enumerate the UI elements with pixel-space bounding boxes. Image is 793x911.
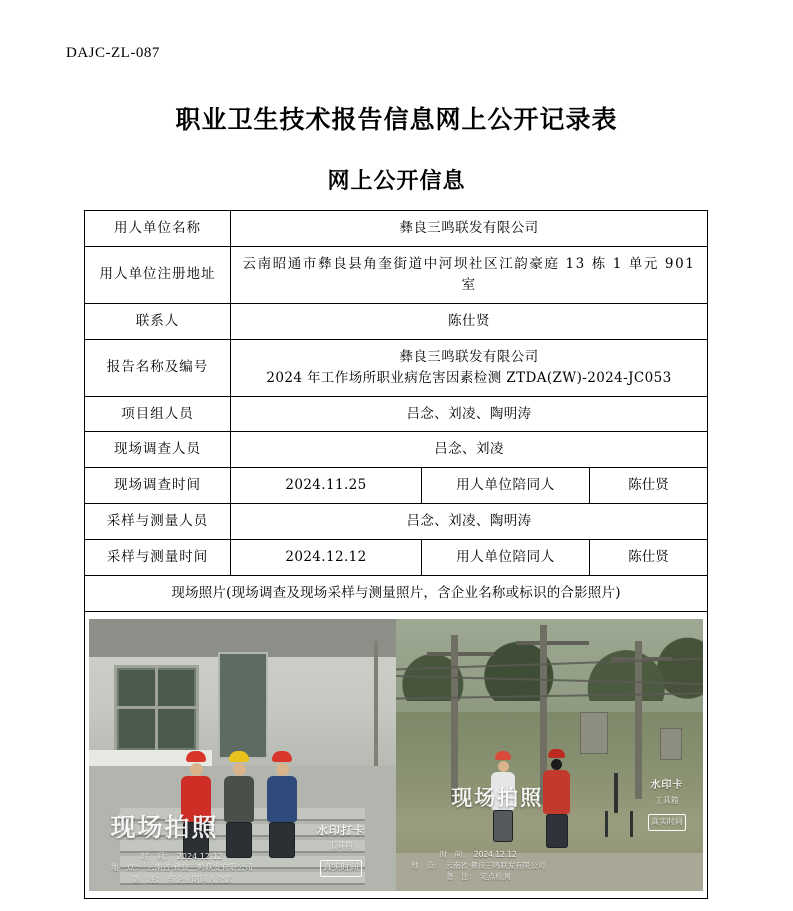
safety-helmet-icon: [186, 751, 206, 762]
watermark-stamp: [298, 822, 384, 877]
row-label-employer-name: 用人单位名称: [85, 211, 231, 247]
row-label-report-name-code: 报告名称及编号: [85, 339, 231, 396]
watermark-note-label: 备 注：: [131, 875, 164, 885]
table-row: [85, 211, 708, 247]
watermark-time-value: 2024.12.12: [176, 851, 223, 861]
watermark-stamp: [637, 778, 697, 831]
table-row: [85, 468, 708, 504]
row-label-survey-escort: 用人单位陪同人: [421, 468, 589, 504]
table-row: [85, 504, 708, 540]
watermark-note-value: 与企业陪同人合影: [167, 875, 232, 885]
photo-watermark-details: [411, 850, 545, 883]
sampling-measurement-photo: [396, 619, 703, 891]
watermark-place-label: 地 点：: [411, 861, 442, 871]
page-title: 职业卫生技术报告信息网上公开记录表: [175, 105, 618, 134]
row-value-report-name-code: [231, 339, 708, 396]
photo-watermark-title: 现场拍照: [451, 786, 544, 811]
table-row: [85, 432, 708, 468]
site-survey-photo: [89, 619, 396, 891]
crossarm: [427, 652, 495, 656]
worker-figure: [267, 751, 297, 858]
watermark-note-value: 定点检测: [480, 872, 511, 882]
row-value-employer-name: 彝良三鸣联发有限公司: [231, 211, 708, 247]
electrical-cabinet: [580, 712, 608, 754]
safety-helmet-icon: [229, 751, 249, 762]
crossarm: [516, 641, 590, 645]
window: [114, 665, 200, 753]
table-row: [85, 246, 708, 303]
watermark-time-value: 2024.12.12: [473, 850, 517, 860]
row-value-survey-escort: 陈仕贤: [589, 468, 707, 504]
table-row: [85, 303, 708, 339]
table-row: [85, 396, 708, 432]
door: [218, 652, 268, 759]
safety-helmet-icon: [548, 749, 565, 758]
document-code: DAJC-ZL-087: [66, 45, 160, 61]
row-label-survey-date: 现场调查时间: [85, 468, 231, 504]
electrical-cabinet: [660, 728, 682, 760]
row-label-sampling-staff: 采样与测量人员: [85, 504, 231, 540]
watermark-note-label: 备 注：: [446, 872, 477, 882]
measurement-tripod: [605, 773, 627, 837]
row-value-survey-staff: 吕念、刘凌: [231, 432, 708, 468]
stamp-line-2: 工具箱: [654, 795, 679, 805]
table-row: [85, 339, 708, 396]
row-value-sampling-escort: 陈仕贤: [589, 540, 707, 576]
row-value-contact-person: 陈仕贤: [231, 303, 708, 339]
stamp-line-1: 水印打卡: [316, 824, 365, 838]
row-value-survey-date: 2024.11.25: [231, 468, 422, 504]
row-value-sampling-staff: 吕念、刘凌、陶明涛: [231, 504, 708, 540]
utility-pole: [635, 641, 642, 799]
safety-helmet-icon: [495, 751, 511, 760]
handrail: [374, 641, 378, 782]
table-row: [85, 612, 708, 899]
photo-watermark-details: [110, 851, 253, 886]
photo-section: [85, 612, 708, 899]
row-label-employer-address: 用人单位注册地址: [85, 246, 231, 303]
stamp-line-2: 工具箱: [328, 841, 353, 851]
stamp-line-3: 真实时间: [320, 860, 362, 878]
photo-watermark-title: 现场拍照: [110, 812, 219, 842]
table-row: [85, 576, 708, 612]
utility-pole: [451, 635, 458, 804]
table-row: [85, 540, 708, 576]
watermark-time-label: 时 间：: [140, 851, 173, 861]
stamp-line-3: 真实时间: [648, 814, 686, 830]
stamp-line-1: 水印卡: [650, 780, 684, 792]
watermark-place-label: 地 点：: [110, 863, 143, 873]
report-code-line: 2024 年工作场所职业病危害因素检测 ZTDA(ZW)-2024-JC053: [266, 369, 672, 386]
row-label-survey-staff: 现场调查人员: [85, 432, 231, 468]
watermark-place-value: 云南省·彝良三鸣联发有限公司: [146, 863, 254, 873]
watermark-place-value: 云南省·彝良三鸣联发有限公司: [445, 861, 546, 871]
section-title: 网上公开信息: [327, 168, 466, 194]
row-label-sampling-date: 采样与测量时间: [85, 540, 231, 576]
safety-helmet-icon: [272, 751, 292, 762]
photo-section-caption: 现场照片(现场调查及现场采样与测量照片，含企业名称或标识的合影照片): [85, 576, 708, 612]
row-label-sampling-escort: 用人单位陪同人: [421, 540, 589, 576]
row-value-employer-address: 云南昭通市彝良县角奎街道中河坝社区江韵豪庭 13 栋 1 单元 901 室: [231, 246, 708, 303]
row-label-contact-person: 联系人: [85, 303, 231, 339]
row-value-sampling-date: 2024.12.12: [231, 540, 422, 576]
worker-figure: [543, 749, 570, 848]
worker-figure: [224, 751, 254, 858]
report-name-line: 彝良三鸣联发有限公司: [399, 348, 539, 365]
row-value-project-team: 吕念、刘凌、陶明涛: [231, 396, 708, 432]
row-label-project-team: 项目组人员: [85, 396, 231, 432]
public-info-table: [84, 210, 708, 899]
watermark-time-label: 时 间：: [439, 850, 470, 860]
